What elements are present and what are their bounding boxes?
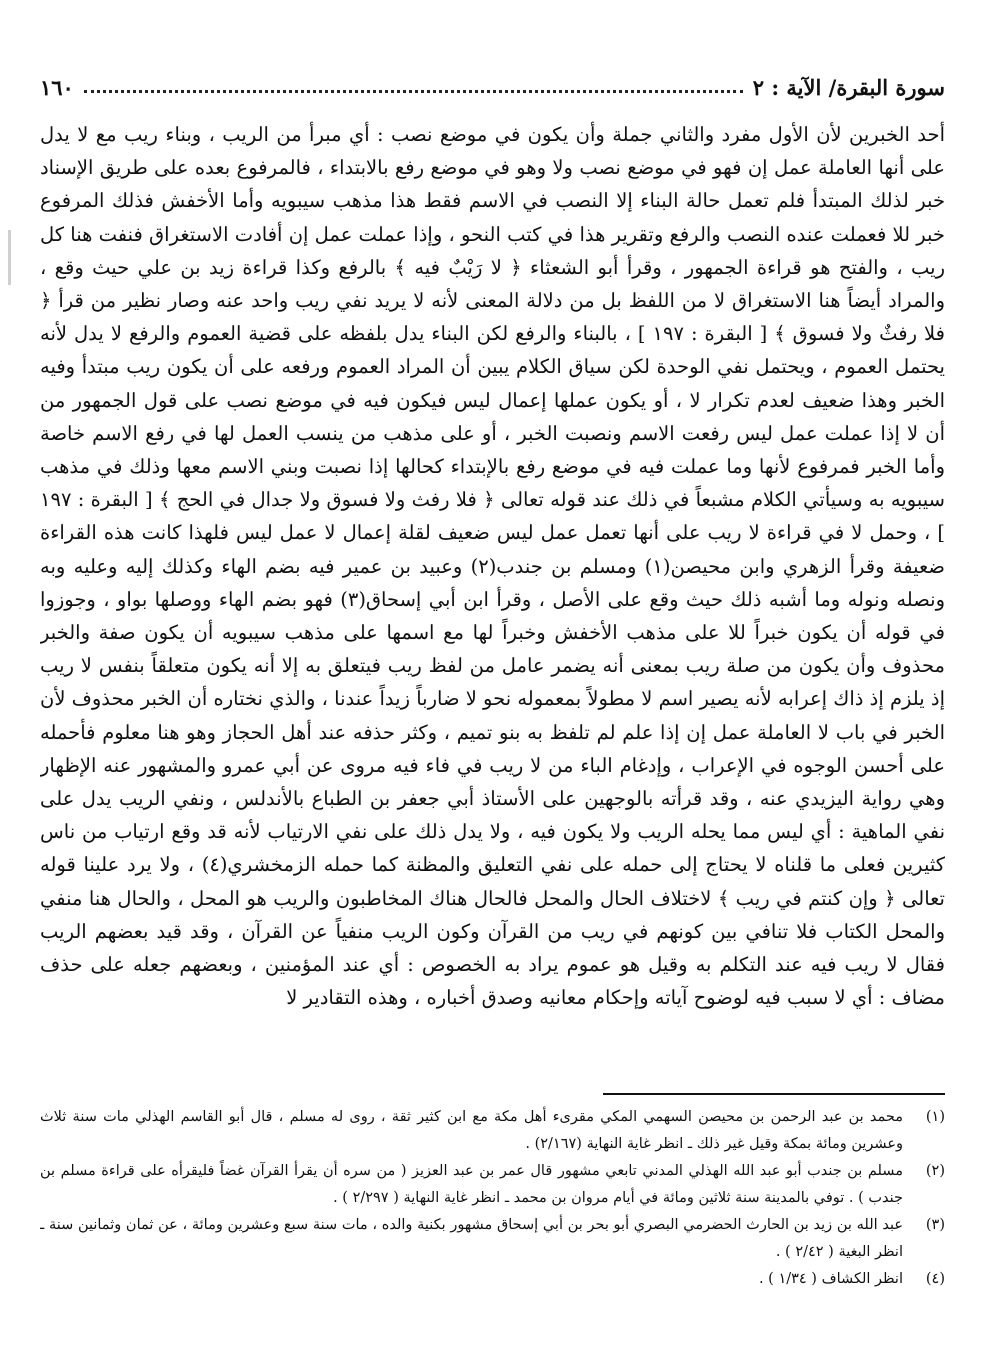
- footnote-number: (٤): [925, 1271, 945, 1287]
- footnote-text: عبد الله بن زيد بن الحارث الحضرمي البصري أبو بحر بن أبي إسحاق مشهور بكنية والده ، مات سنة سبع وعشرين ومائة ، عن ثمان وثمانين سنة ـ انظر البغية ( ٢/٤٢ ) .: [40, 1217, 903, 1260]
- main-text-block: [40, 118, 945, 1058]
- footnotes-section: [40, 1104, 945, 1344]
- footnote-number: (١): [925, 1109, 945, 1125]
- footnote-4: [40, 1266, 945, 1293]
- footnote-text: محمد بن عبد الرحمن بن محيصن السهمي المكي مقرىء أهل مكة مع ابن كثير ثقة ، روى له مسلم ، قال أبو القاسم الهذلي مات سنة ثلاث وعشرين ومائة بمكة وقيل غير ذلك ـ انظر غاية النهاية (٢/١٦٧) .: [40, 1109, 903, 1152]
- footnote-2: [40, 1158, 945, 1212]
- footnote-3: [40, 1212, 945, 1266]
- surah-ayah-title: سورة البقرة/ الآية : ٢: [752, 75, 945, 100]
- dotted-leader: [84, 90, 743, 93]
- running-header: [40, 70, 945, 100]
- footnote-number: (٢): [925, 1163, 945, 1179]
- footnote-1: [40, 1104, 945, 1158]
- body-paragraph: أحد الخبرين لأن الأول مفرد والثاني جملة وأن يكون في موضع نصب : أي مبرأ من الريب ، وبناء ريب مع لا يدل على أنها العاملة عمل إن فهو في موضع نصب ولا وهو في موضع رفع بالابتداء ، فالمرفوع بعده على طريق الإسناد خبر لذلك المبتدأ فلم تعمل حالة البناء إلا النصب في الاسم فقط هذا مذهب سيبويه وأما الأخفش فذلك المرفوع خبر للا فعملت عنده النصب والرفع وتقرير هذا في كتب النحو ، وإذا عملت عمل إن أفادت الاستغراق فنفت هنا كل ريب ، والفتح هو قراءة الجمهور ، وقرأ أبو الشعثاء ﴿ لا رَيْبٌ فيه ﴾ بالرفع وكذا قراءة زيد بن علي حيث وقع ، والمراد أيضاً هنا الاستغراق لا من اللفظ بل من دلالة المعنى لأنه لا يريد نفي ريب واحد عنه وصار نظير من قرأ ﴿ فلا رفثٌ ولا فسوق ﴾ [ البقرة : ١٩٧ ] ، بالبناء والرفع لكن البناء يدل بلفظه على قضية العموم والرفع لا يدل لأنه يحتمل العموم ، ويحتمل نفي الوحدة لكن سياق الكلام يبين أن المراد العموم ورفعه على أن يكون ريب مبتدأ وفيه الخبر وهذا ضعيف لعدم تكرار لا ، أو يكون عملها إعمال ليس فيكون فيه في موضع نصب على قول الجمهور من أن لا إذا عملت عمل ليس رفعت الاسم ونصبت الخبر ، أو على مذهب من ينسب العمل لها في رفع الاسم خاصة وأما الخبر فمرفوع لأنها وما عملت فيه في موضع رفع بالإبتداء كحالها إذا نصبت وبني الاسم معها وذلك في مذهب سيبويه به وسيأتي الكلام مشبعاً في ذلك عند قوله تعالى ﴿ فلا رفث ولا فسوق ولا جدال في الحج ﴾ [ البقرة : ١٩٧ ] ، وحمل لا في قراءة لا ريب على أنها تعمل عمل ليس ضعيف لقلة إعمال لا عمل ليس فلهذا كانت هذه القراءة ضعيفة وقرأ الزهري وابن محيصن(١) ومسلم بن جندب(٢) وعبيد بن عمير فيه بضم الهاء وكذلك إليه وعليه وبه ونصله ونوله وما أشبه ذلك حيث وقع على الأصل ، وقرأ ابن أبي إسحاق(٣) فهو بضم الهاء ووصلها بواو ، وجوزوا في قوله أن يكون خبراً للا على مذهب الأخفش وخبراً لها مع اسمها على مذهب سيبويه أن يكون صفة والخبر محذوف وأن يكون من صلة ريب بمعنى أنه يضمر عامل من لفظ ريب فيتعلق به إلا أنه يكون متعلقاً بنفس لا ريب إذ يلزم إذ ذاك إعرابه لأنه يصير اسم لا مطولاً بمعموله نحو لا ضارباً زيداً عندنا ، والذي نختاره أن الخبر محذوف لأن الخبر في باب لا العاملة عمل إن إذا علم لم تلفظ به بنو تميم ، وكثر حذفه عند أهل الحجاز وهو هنا معلوم فأحمله على أحسن الوجوه في الإعراب ، وإدغام الباء من لا ريب في فاء فيه مروى عن أبي عمرو والمشهور عنه الإظهار وهي رواية اليزيدي عنه ، وقد قرأته بالوجهين على الأستاذ أبي جعفر بن الطباع بالأندلس ، ونفي الريب يدل على نفي الماهية : أي ليس مما يحله الريب ولا يكون فيه ، ولا يدل ذلك على نفي الارتياب لأنه قد وقع ارتياب من ناس كثيرين فعلى ما قلناه لا يحتاج إلى حمله على نفي التعليق والمظنة كما حمله الزمخشري(٤) ، ولا يرد علينا قوله تعالى ﴿ وإن كنتم في ريب ﴾ لاختلاف الحال والمحل فالحال هناك المخاطبون والريب هو المحل ، والحال هنا منفي والمحل الكتاب فلا تنافي بين كونهم في ريب من القرآن وكون الريب منفياً عن القرآن ، وقد قيد بعضهم الريب فقال لا ريب فيه عند التكلم به وقيل هو عموم يراد به الخصوص : أي عند المؤمنين ، وبعضهم جعله على حذف مضاف : أي لا سبب فيه لوضوح آياته وإحكام معانيه وصدق أخباره ، وهذه التقادير لا: [40, 123, 945, 1010]
- footnote-number: (٣): [925, 1217, 945, 1233]
- footnote-separator: [603, 1093, 945, 1095]
- footnote-text: انظر الكشاف ( ١/٣٤ ) .: [758, 1271, 903, 1287]
- scan-edge-mark: [8, 230, 11, 285]
- footnote-text: مسلم بن جندب أبو عبد الله الهذلي المدني تابعي مشهور قال عمر بن عبد العزيز ( من سره أن يقرأ القرآن غضاً فليقرأه على قراءة مسلم بن جندب ) . توفي بالمدينة سنة ثلاثين ومائة في أيام مروان بن محمد ـ انظر غاية النهاية ( ٢/٢٩٧ ) .: [40, 1163, 903, 1206]
- page-number: ١٦٠: [40, 75, 74, 100]
